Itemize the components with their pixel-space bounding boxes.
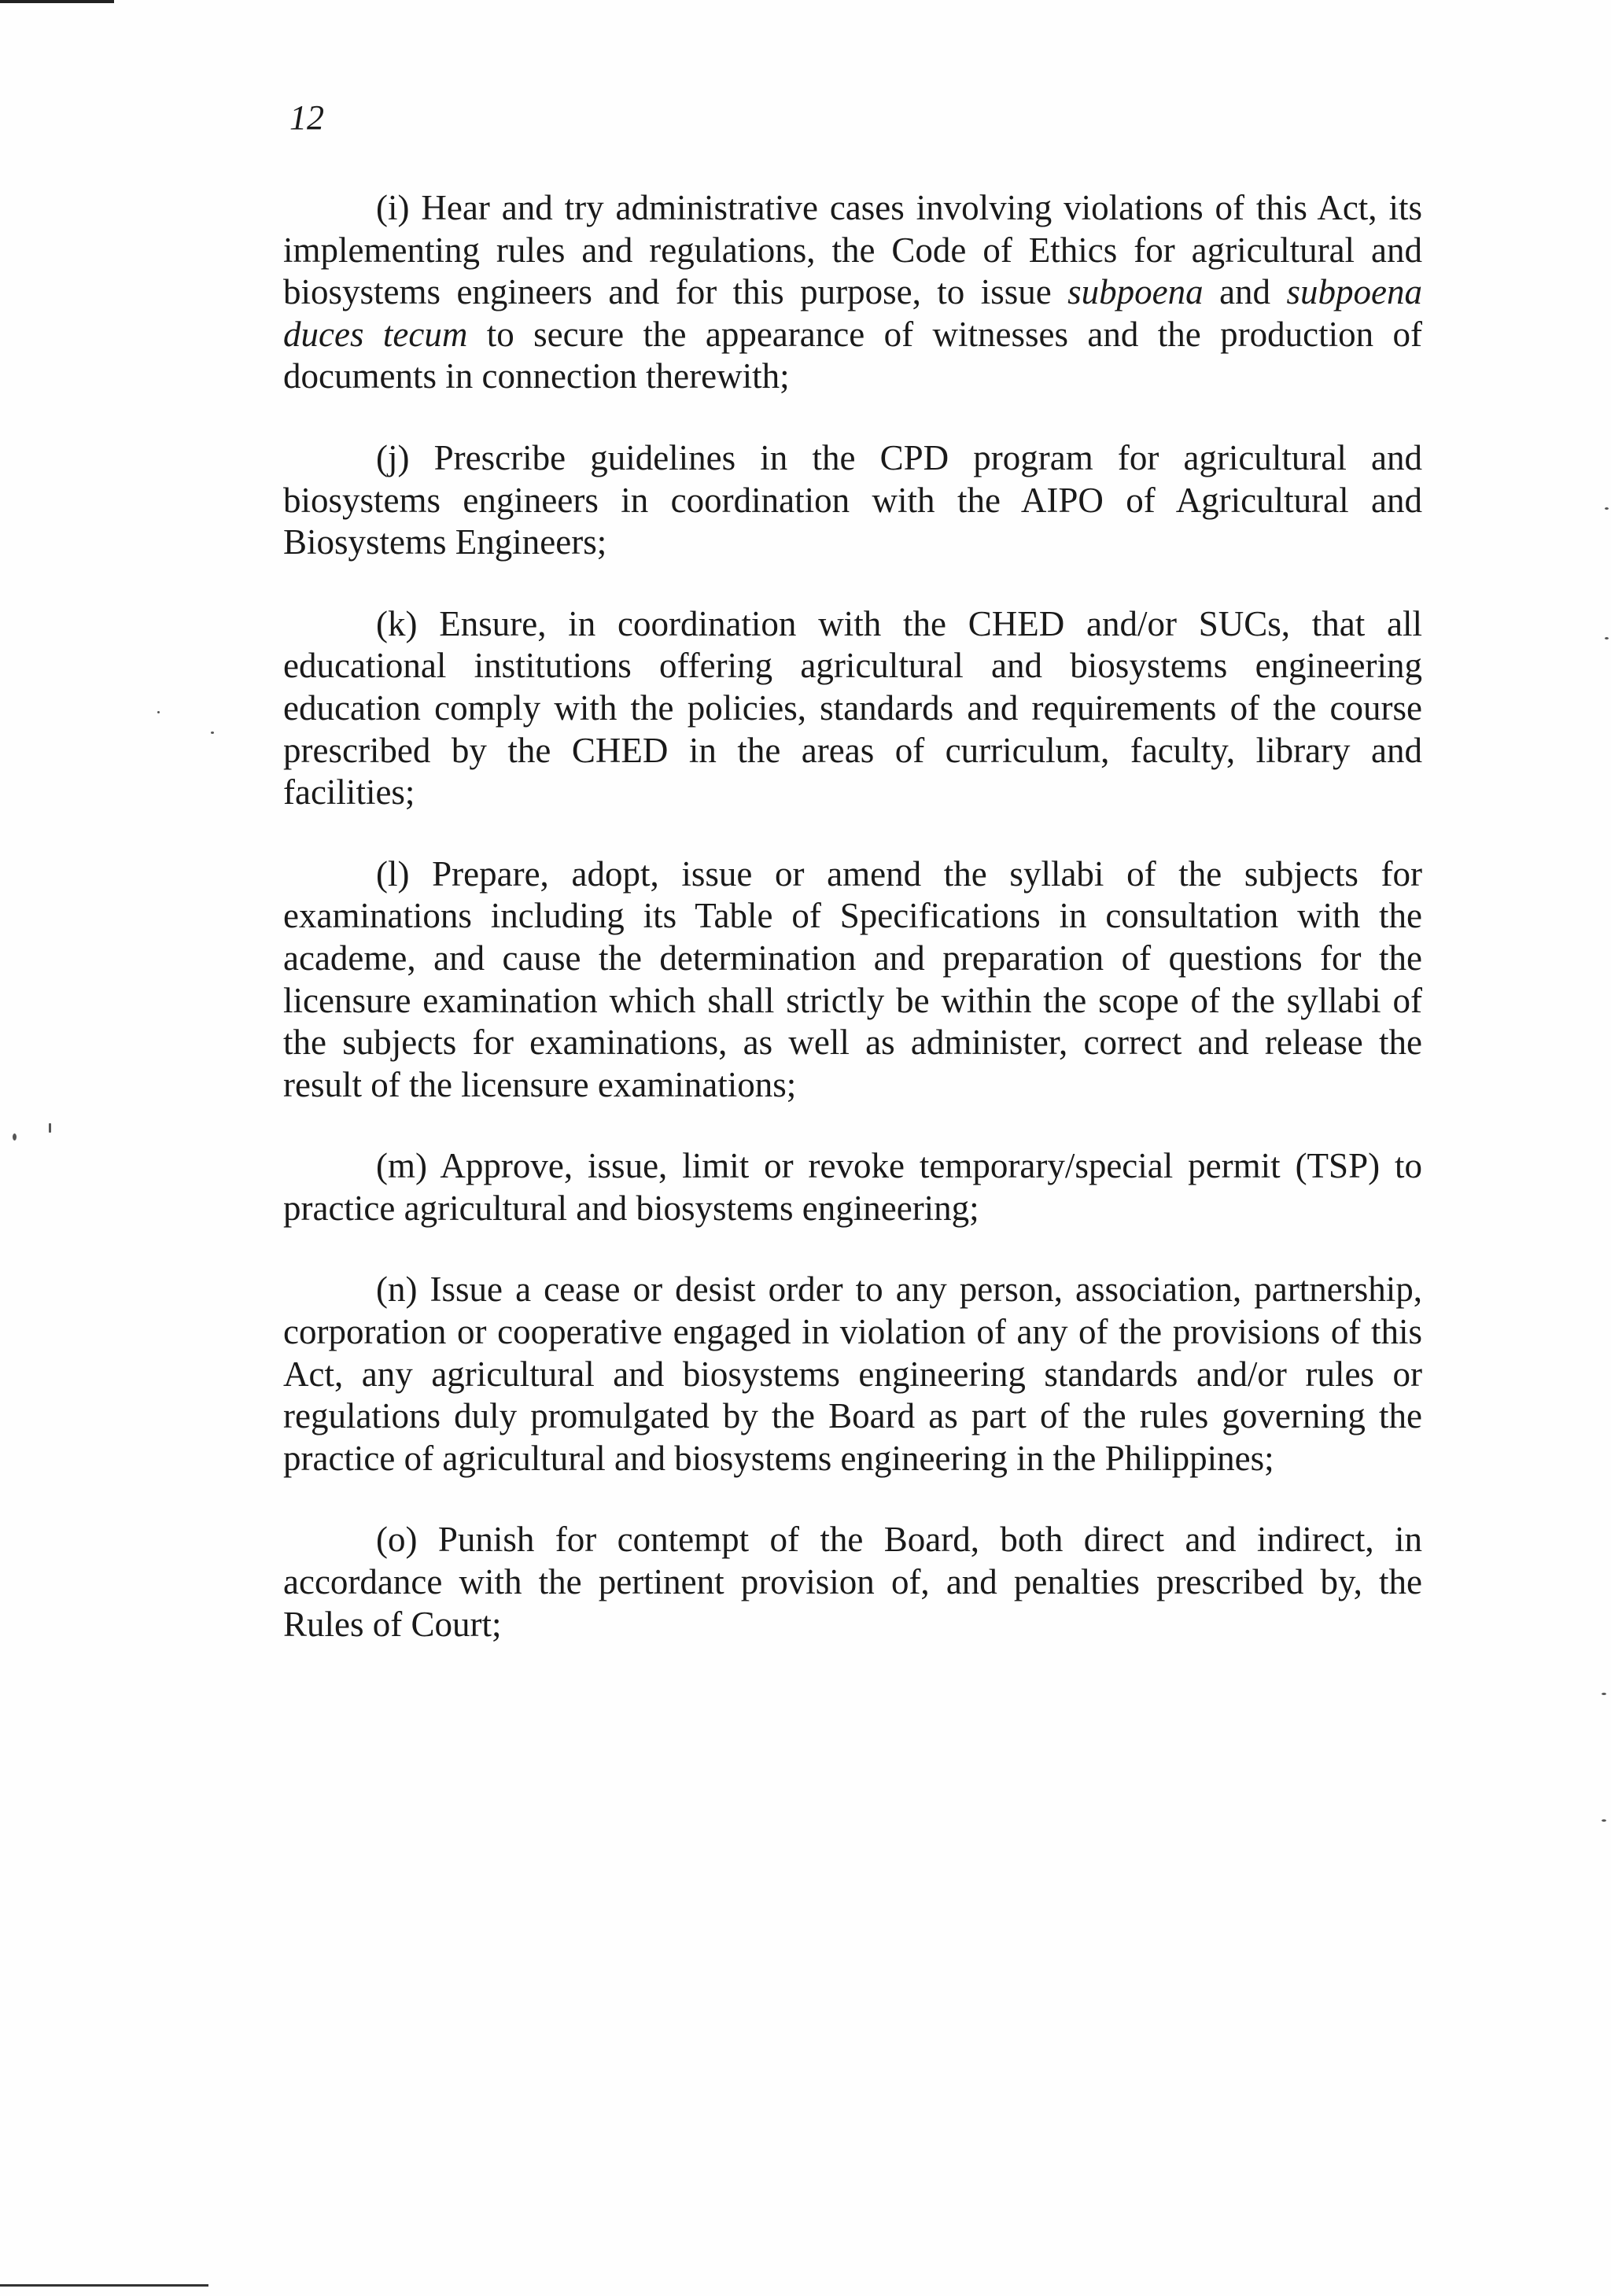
scan-edge-mark-bottom <box>0 2284 208 2287</box>
scan-speck <box>49 1123 51 1133</box>
paragraph-n: (n) Issue a cease or desist order to any person, association, partnership, corporation or cooperative engaged in violation of any of the provisions of this Act, any agricultural and biosystems engineering standards and/or rules or regulations duly promulgated by the Board as part of the rules governing the practice of agricultural and biosystems engineering in the Philippines; <box>283 1270 1422 1478</box>
paragraph-l: (l) Prepare, adopt, issue or amend the syllabi of the subjects for examinations including its Table of Specifications in consultation with the academe, and cause the determination and preparation of questions for the licensure examination which shall strictly be within the scope of the syllabi of the subjects for examinations, as well as administer, correct and release the result of the licensure examinations; <box>283 853 1422 1104</box>
scan-edge-mark-top <box>0 0 114 3</box>
paragraph-m: (m) Approve, issue, limit or revoke temporary/special permit (TSP) to practice agricultural and biosystems engineering; <box>283 1146 1422 1228</box>
paragraph-o: (o) Punish for contempt of the Board, both direct and indirect, in accordance with the pertinent provision of, and penalties prescribed by, the Rules of Court; <box>283 1520 1422 1644</box>
scan-speck <box>1605 507 1609 510</box>
scan-speck <box>1602 1693 1606 1695</box>
paragraph-k: (k) Ensure, in coordination with the CHED and/or SUCs, that all educational institutions offering agricultural and biosystems engineering education comply with the policies, standards and requirements of the course prescribed by the CHED in the areas of curriculum, faculty, library and facilities; <box>283 603 1422 813</box>
paragraph-i <box>283 187 1422 398</box>
scan-speck <box>211 732 214 734</box>
scan-speck <box>1605 637 1609 639</box>
paragraph-i-text-2: and <box>1203 272 1287 312</box>
scan-speck <box>1602 1819 1606 1822</box>
paragraph-i-italic-subpoena-duces-tecum: subpoena duces tecum <box>283 272 1422 354</box>
scan-speck <box>13 1133 17 1141</box>
paragraph-i-text-1: (i) Hear and try administrative cases involving violations of this Act, its implementing rules and regulations, the Code of Ethics for agricultural and biosystems engineers and for this purpose, to issue <box>283 188 1422 312</box>
paragraph-i-italic-subpoena: subpoena <box>1067 272 1204 312</box>
document-body <box>283 187 1422 1685</box>
page-number: 12 <box>289 98 324 137</box>
scan-speck <box>157 711 160 713</box>
paragraph-i-text-3: to secure the appearance of witnesses and the production of documents in connection therewith; <box>283 314 1423 396</box>
paragraph-j: (j) Prescribe guidelines in the CPD program for agricultural and biosystems engineers in coordination with the AIPO of Agricultural and Biosystems Engineers; <box>283 437 1422 562</box>
